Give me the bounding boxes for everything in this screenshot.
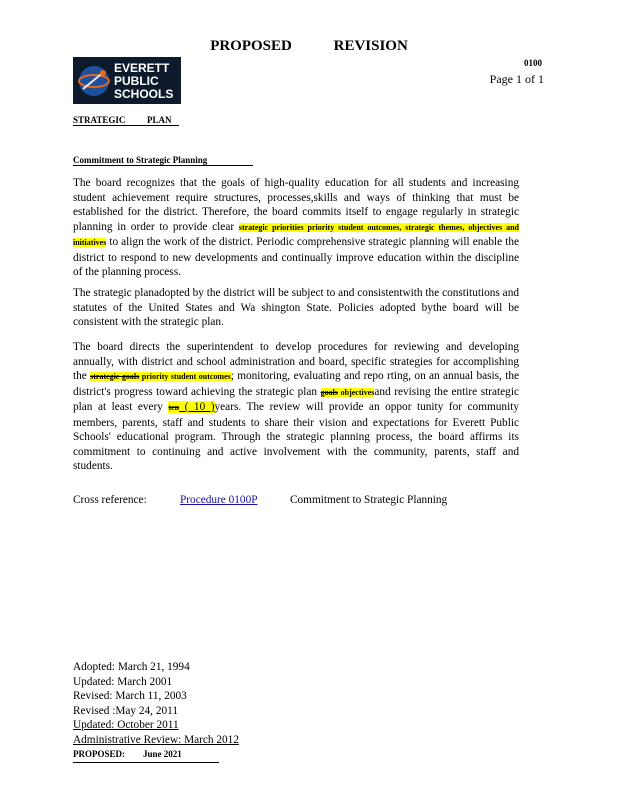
page-indicator: Page 1 of 1 [489, 72, 544, 86]
section-heading [73, 115, 179, 126]
cross-reference-text: Commitment to Strategic Planning [290, 494, 448, 506]
paragraph-1 [73, 176, 519, 280]
history-block [73, 660, 253, 763]
p3-text-c: and revising the entire strategic plan at least every [73, 385, 519, 413]
p3-text-b: ; monitoring, evaluating and repo rting, on an annual basis, the district's progress toward achieving the strategic plan [73, 370, 519, 398]
logo-text-1: EVERETT [114, 61, 170, 75]
history-line: Updated: October 2011 [73, 719, 179, 731]
history-line: Updated: March 2001 [73, 675, 173, 688]
p3-highlight-2: goals objectives [320, 387, 375, 397]
section-left: STRATEGIC [73, 115, 126, 125]
title-revision: REVISION [333, 38, 408, 54]
p3-highlight-1: strategic goals priority student outcomes [90, 372, 231, 381]
history-line: Revised: March 11, 2003 [73, 690, 187, 702]
paragraph-3 [73, 340, 519, 474]
logo-text-2: PUBLIC [114, 74, 159, 88]
p3-text-a: The board directs the superintendent to develop procedures for reviewing and developing annually, with district and school administration and board, specific strategies for accomplishing the [73, 341, 519, 382]
proposed-line: PROPOSED: June 2021 [73, 747, 219, 763]
history-line: Adopted: March 21, 1994 [73, 661, 190, 673]
cross-reference [73, 494, 513, 506]
p1-highlight: strategic priorities priority student outcomes, strategic themes, objectives and initiatives [73, 222, 520, 247]
history-line: Revised :May 24, 2011 [73, 704, 179, 717]
p1-text-b: to align the work of the district. Periodic comprehensive strategic planning will enable the district to respond to new developments and continually improve education within the discipline of the planning process. [73, 236, 519, 278]
cross-reference-label: Cross reference: [73, 494, 147, 506]
section-right: PLAN [147, 115, 172, 125]
paragraph-2: The strategic planadopted by the district will be subject to and consistentwith the constitutions and statutes of the United States and Wa shington State. Policies adopted bythe board will be consistent with the strategic plan. [73, 287, 519, 328]
policy-number: 0100 [524, 58, 542, 68]
title-proposed: PROPOSED [210, 38, 292, 54]
policy-title: Commitment to Strategic Planning [73, 155, 253, 166]
globe-icon [73, 57, 181, 104]
p3-text-d: years. The review will provide an oppor tunity for community members, parents, staff and students to share their vision and expectations for Everett Public Schools' educational program. Through the strategic planning process, the board affirms its commitment to continuing and active involvement with the community, parents, staff and students. [73, 401, 520, 472]
logo-text-3: SCHOOLS [114, 87, 174, 101]
p3-highlight-3: ten ( 10 ) [168, 401, 215, 413]
p1-text-a: The board recognizes that the goals of high-quality education for all students and increasing student achievement require structures, processes,skills and ways of thinking that must be established for the district. Therefore, the board commits itself to engage regularly in strategic planning in order to provide clear [73, 177, 519, 233]
district-logo [73, 57, 181, 104]
document-title [0, 38, 618, 55]
procedure-link[interactable]: Procedure 0100P [180, 494, 258, 506]
history-line: Administrative Review: March 2012 [73, 733, 239, 746]
